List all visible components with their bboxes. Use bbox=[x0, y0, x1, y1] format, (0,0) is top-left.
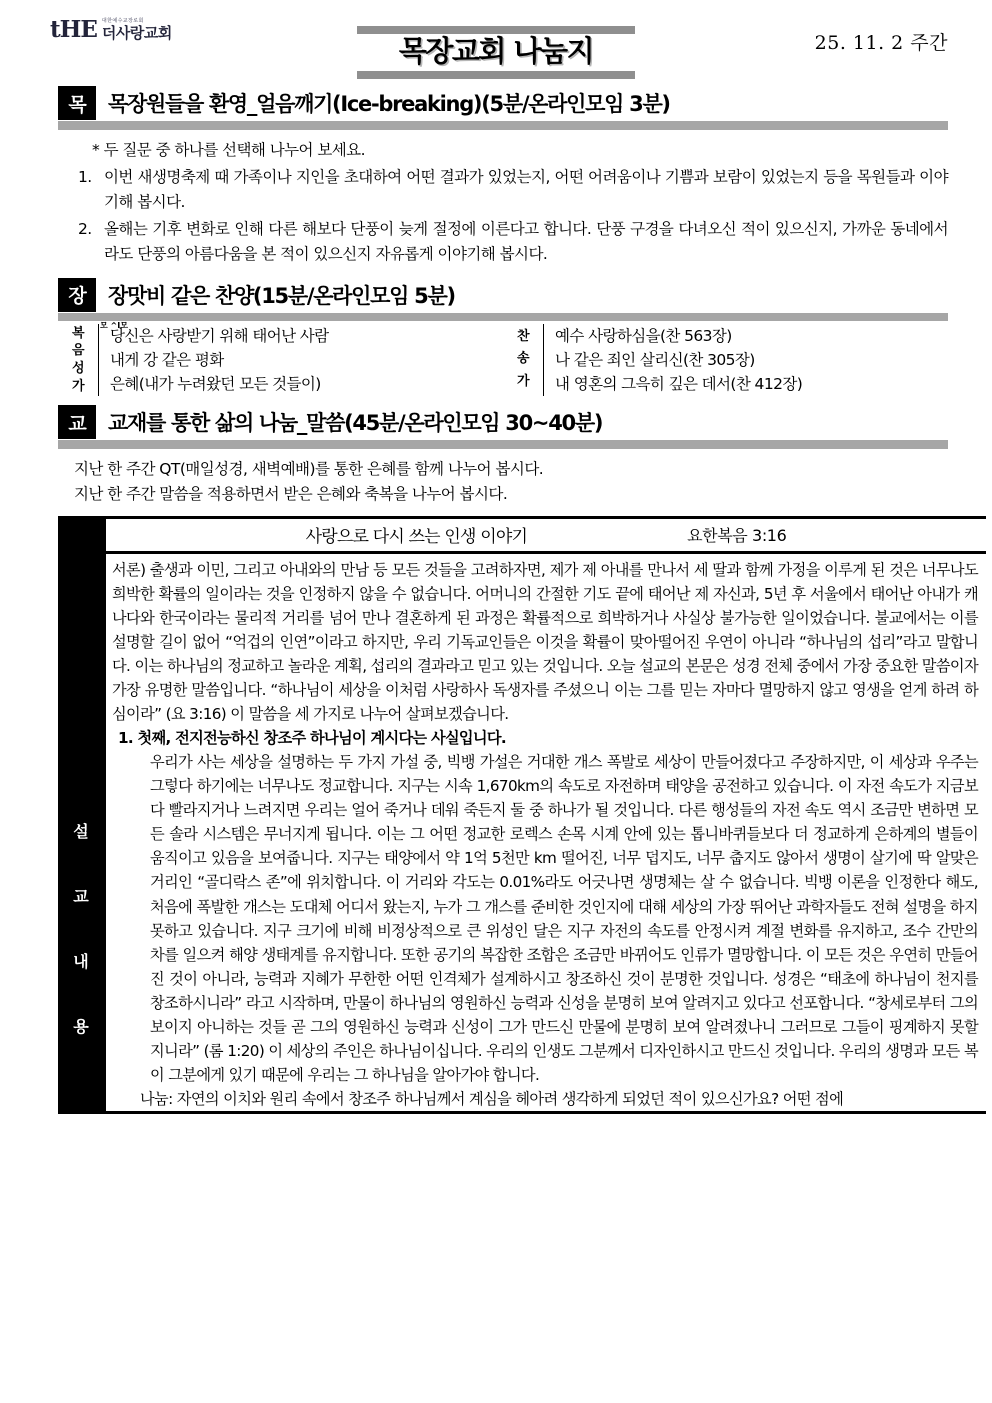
church-logo bbox=[50, 18, 172, 41]
qt-line: 지난 한 주간 말씀을 적용하면서 받은 은혜와 축복을 나누어 봅시다. bbox=[74, 485, 508, 504]
song-title: 나 같은 죄인 살리신(찬 305장) bbox=[555, 350, 755, 369]
sermon-text bbox=[106, 554, 986, 1110]
qt-line: 지난 한 주간 QT(매일성경, 새벽예배)를 통한 은혜를 함께 나누어 봅시다. bbox=[74, 460, 544, 479]
section-chip-gyo: 교 bbox=[58, 405, 96, 439]
song-title: 당신은 사랑받기 위해 태어난 사람 bbox=[110, 326, 329, 345]
song-title: 은혜(내가 누려왔던 모든 것들이) bbox=[110, 374, 321, 393]
praise-hymn-songs bbox=[543, 324, 948, 397]
question-text: 올해는 기후 변화로 인해 다른 해보다 단풍이 늦게 절정에 이른다고 합니다. 단풍 구경을 다녀오신 적이 있으신지, 가까운 동네에서라도 단풍의 아름다움을 본 적이 있으신지 자유롭게 이야기해 봅시다. bbox=[104, 220, 948, 264]
vertical-char: 설 bbox=[73, 822, 89, 842]
document-title-block bbox=[357, 26, 635, 79]
vertical-char: 복 bbox=[71, 325, 85, 341]
icebreaking-instruction: * 두 질문 중 하나를 선택해 나누어 보세요. bbox=[92, 141, 365, 159]
vertical-char: 음 bbox=[71, 343, 85, 359]
icebreaking-question-list bbox=[74, 165, 948, 267]
vertical-char: 내 bbox=[73, 952, 89, 972]
praise-tiny-label: 모 ^I모 bbox=[100, 320, 128, 330]
sermon-panel bbox=[58, 516, 986, 1113]
vertical-char: 교 bbox=[73, 887, 89, 907]
sermon-sharing-question-1: 나눔: 자연의 이치와 원리 속에서 창조주 하나님께서 계심을 헤아려 생각하게 되었던 적이 있으신가요? 어떤 점에 bbox=[140, 1089, 844, 1108]
sermon-body bbox=[104, 519, 986, 1110]
vertical-char: 가 bbox=[71, 378, 85, 394]
qt-lines bbox=[74, 457, 948, 507]
question-number: 2. bbox=[78, 220, 92, 239]
section-title-teaching: 교재를 통한 삶의 나눔_말씀(45분/온라인모임 30~40분) bbox=[108, 411, 603, 436]
song-title: 내 영혼의 그윽히 깊은 데서(찬 412장) bbox=[555, 374, 803, 393]
section-title-praise: 장맛비 같은 찬양(15분/온라인모임 5분) bbox=[108, 283, 455, 308]
vertical-char: 송 bbox=[516, 351, 530, 367]
praise-gospel-group bbox=[58, 324, 503, 397]
sermon-intro-paragraph: 서론) 출생과 이민, 그리고 아내와의 만남 등 모든 것들을 고려하자면, 제가 제 아내를 만나서 세 딸과 함께 가정을 이루게 된 것은 너무나도 희박한 확률의 일이라는 것을 인정하지 않을 수 없습니다. 어머니의 간절한 기도 끝에 태어난 제 자신과, 5년 후 서울에서 태어난 아내가 캐나다와 한국이라는 물리적 거리를 넘어 만나 결혼하게 된 과정은 확률적으로 희박하거나 사실상 불가능한 일이었습니다. 불교에서는 이를 설명할 길이 없어 “억겁의 인연”이라고 하지만, 우리 기독교인들은 이것을 확률이 맞아떨어진 우연이 아니라 “하나님의 섭리”라고 말합니다. 이는 하나님의 정교하고 놀라운 계획, 섭리의 결과라고 믿고 있는 것입니다. 오늘 설교의 본문은 성경 전체 중에서 가장 중요한 말씀이자 가장 유명한 말씀입니다. “하나님이 세상을 이처럼 사랑하사 독생자를 주셨으니 이는 그를 믿는 자마다 멸망하지 않고 영생을 얻게 하려 하심이라” (요 3:16) 이 말씀을 세 가지로 나누어 살펴보겠습니다. bbox=[112, 561, 978, 724]
divider-under-praise bbox=[58, 313, 948, 330]
section-chip-mok: 목 bbox=[58, 86, 96, 120]
title-bar-bottom bbox=[357, 71, 635, 79]
song-title: 예수 사랑하심을(찬 563장) bbox=[555, 326, 732, 345]
praise-hymn-group bbox=[503, 324, 948, 397]
section-title-icebreaking: 목장원들을 환영_얼음깨기(Ice-breaking)(5분/온라인모임 3분) bbox=[108, 92, 670, 116]
sermon-header-bar bbox=[106, 519, 986, 554]
section-icebreaking-header bbox=[58, 86, 948, 120]
praise-gospel-label bbox=[58, 324, 98, 397]
logo-denomination-text: 대한예수교장로회 bbox=[101, 18, 144, 24]
logo-church-name: 더사랑교회 bbox=[101, 24, 172, 42]
icebreaking-content bbox=[74, 138, 948, 268]
masthead bbox=[0, 0, 992, 86]
sermon-point-1-body: 우리가 사는 세상을 설명하는 두 가지 가설 중, 빅뱅 가설은 거대한 개스 폭발로 세상이 만들어졌다고 주장하지만, 이 세상과 우주는 그렇다 하기에는 너무나도 정교합니다. 지구는 시속 1,670km의 속도로 자전하며 태양을 공전하고 있습니다. 이 자전 속도가 지금보다 빨라지거나 느려지면 우리는 얼어 죽거나 데워 죽든지 둘 중 하나가 될 것입니다. 다른 행성들의 자전 속도 역시 조금만 변하면 모든 솔라 시스템은 무너지게 됩니다. 이는 그 어떤 정교한 로렉스 손목 시계 안에 있는 톱니바퀴들보다 더 정교하게 은하계의 별들이 움직이고 있음을 보여줍니다. 지구는 태양에서 약 1억 5천만 km 떨어진, 너무 덥지도, 너무 춥지도 않아서 생명이 살기에 딱 알맞은 거리인 “골디락스 존”에 위치합니다. 이 거리와 각도는 0.01%라도 어긋나면 생명체는 살 수 없습니다. 빅뱅 이론을 인정한다 해도, 처음에 폭발한 개스는 도대체 어디서 왔는지, 누가 그 개스를 준비한 것인지에 대해 세상의 가장 뛰어난 과학자들도 전혀 설명을 하지 못하고 있습니다. 지구 크기에 비해 비정상적으로 큰 위성인 달은 지구 자전의 속도를 안정시켜 계절 변화를 유지하고, 조수 간만의 차를 일으켜 해양 생태계를 유지합니다. 또한 공기의 복잡한 조합은 조금만 바뀌어도 인류가 멸망합니다. 이 모든 것은 우연히 만들어진 것이 아니라, 능력과 지혜가 무한한 어떤 인격체가 설계하시고 창조하신 것이 분명한 것입니다. 성경은 “태초에 하나님이 천지를 창조하시니라” 라고 시작하며, 만물이 하나님의 영원하신 능력과 신성을 분명히 보여 알려지고 있다고 선포합니다. “창세로부터 그의 보이지 아니하는 것들 곧 그의 영원하신 능력과 신성이 그가 만드신 만물에 분명히 보여 알려졌나니 그러므로 그들이 핑계하지 못할지니라” (롬 1:20) 이 세상의 주인은 하나님이십니다. 우리의 인생도 그분께서 디자인하시고 만드신 것입니다. 우리의 생명과 모든 복이 그분에게 있기 때문에 우리는 그 하나님을 알아가야 합니다. bbox=[150, 753, 978, 1084]
praise-hymn-label bbox=[503, 324, 543, 397]
section-chip-jang: 장 bbox=[58, 278, 96, 312]
vertical-char: 가 bbox=[516, 373, 530, 389]
logo-mark-icon: tHE bbox=[50, 16, 97, 43]
vertical-char: 용 bbox=[73, 1017, 89, 1037]
list-item bbox=[74, 217, 948, 267]
sermon-point-1: 1. 첫째, 전지전능하신 창조주 하나님이 계시다는 사실입니다. bbox=[118, 729, 506, 748]
list-item bbox=[74, 165, 948, 215]
section-teaching-header bbox=[58, 405, 948, 439]
praise-gospel-songs bbox=[98, 324, 503, 397]
issue-date: 25. 11. 2 주간 bbox=[814, 32, 948, 54]
praise-song-table bbox=[58, 324, 948, 397]
page-title: 목장교회 나눔지 bbox=[398, 34, 594, 68]
sermon-side-label bbox=[58, 519, 104, 1110]
question-text: 이번 새생명축제 때 가족이나 지인을 초대하여 어떤 결과가 있었는지, 어떤 어려움이나 기쁨과 보람이 있었는지 등을 목원들과 이야기해 봅시다. bbox=[104, 168, 948, 212]
sermon-scripture-reference: 요한복음 3:16 bbox=[687, 526, 787, 546]
vertical-char: 찬 bbox=[516, 328, 530, 344]
question-number: 1. bbox=[78, 168, 92, 187]
vertical-char: 성 bbox=[71, 361, 85, 377]
divider-under-icebreaking bbox=[58, 121, 948, 130]
section-praise-header bbox=[58, 278, 948, 312]
song-title: 내게 강 같은 평화 bbox=[110, 350, 224, 369]
sermon-title: 사랑으로 다시 쓰는 인생 이야기 bbox=[305, 527, 528, 548]
divider-under-teaching bbox=[58, 440, 948, 449]
title-bar-top bbox=[357, 26, 635, 34]
